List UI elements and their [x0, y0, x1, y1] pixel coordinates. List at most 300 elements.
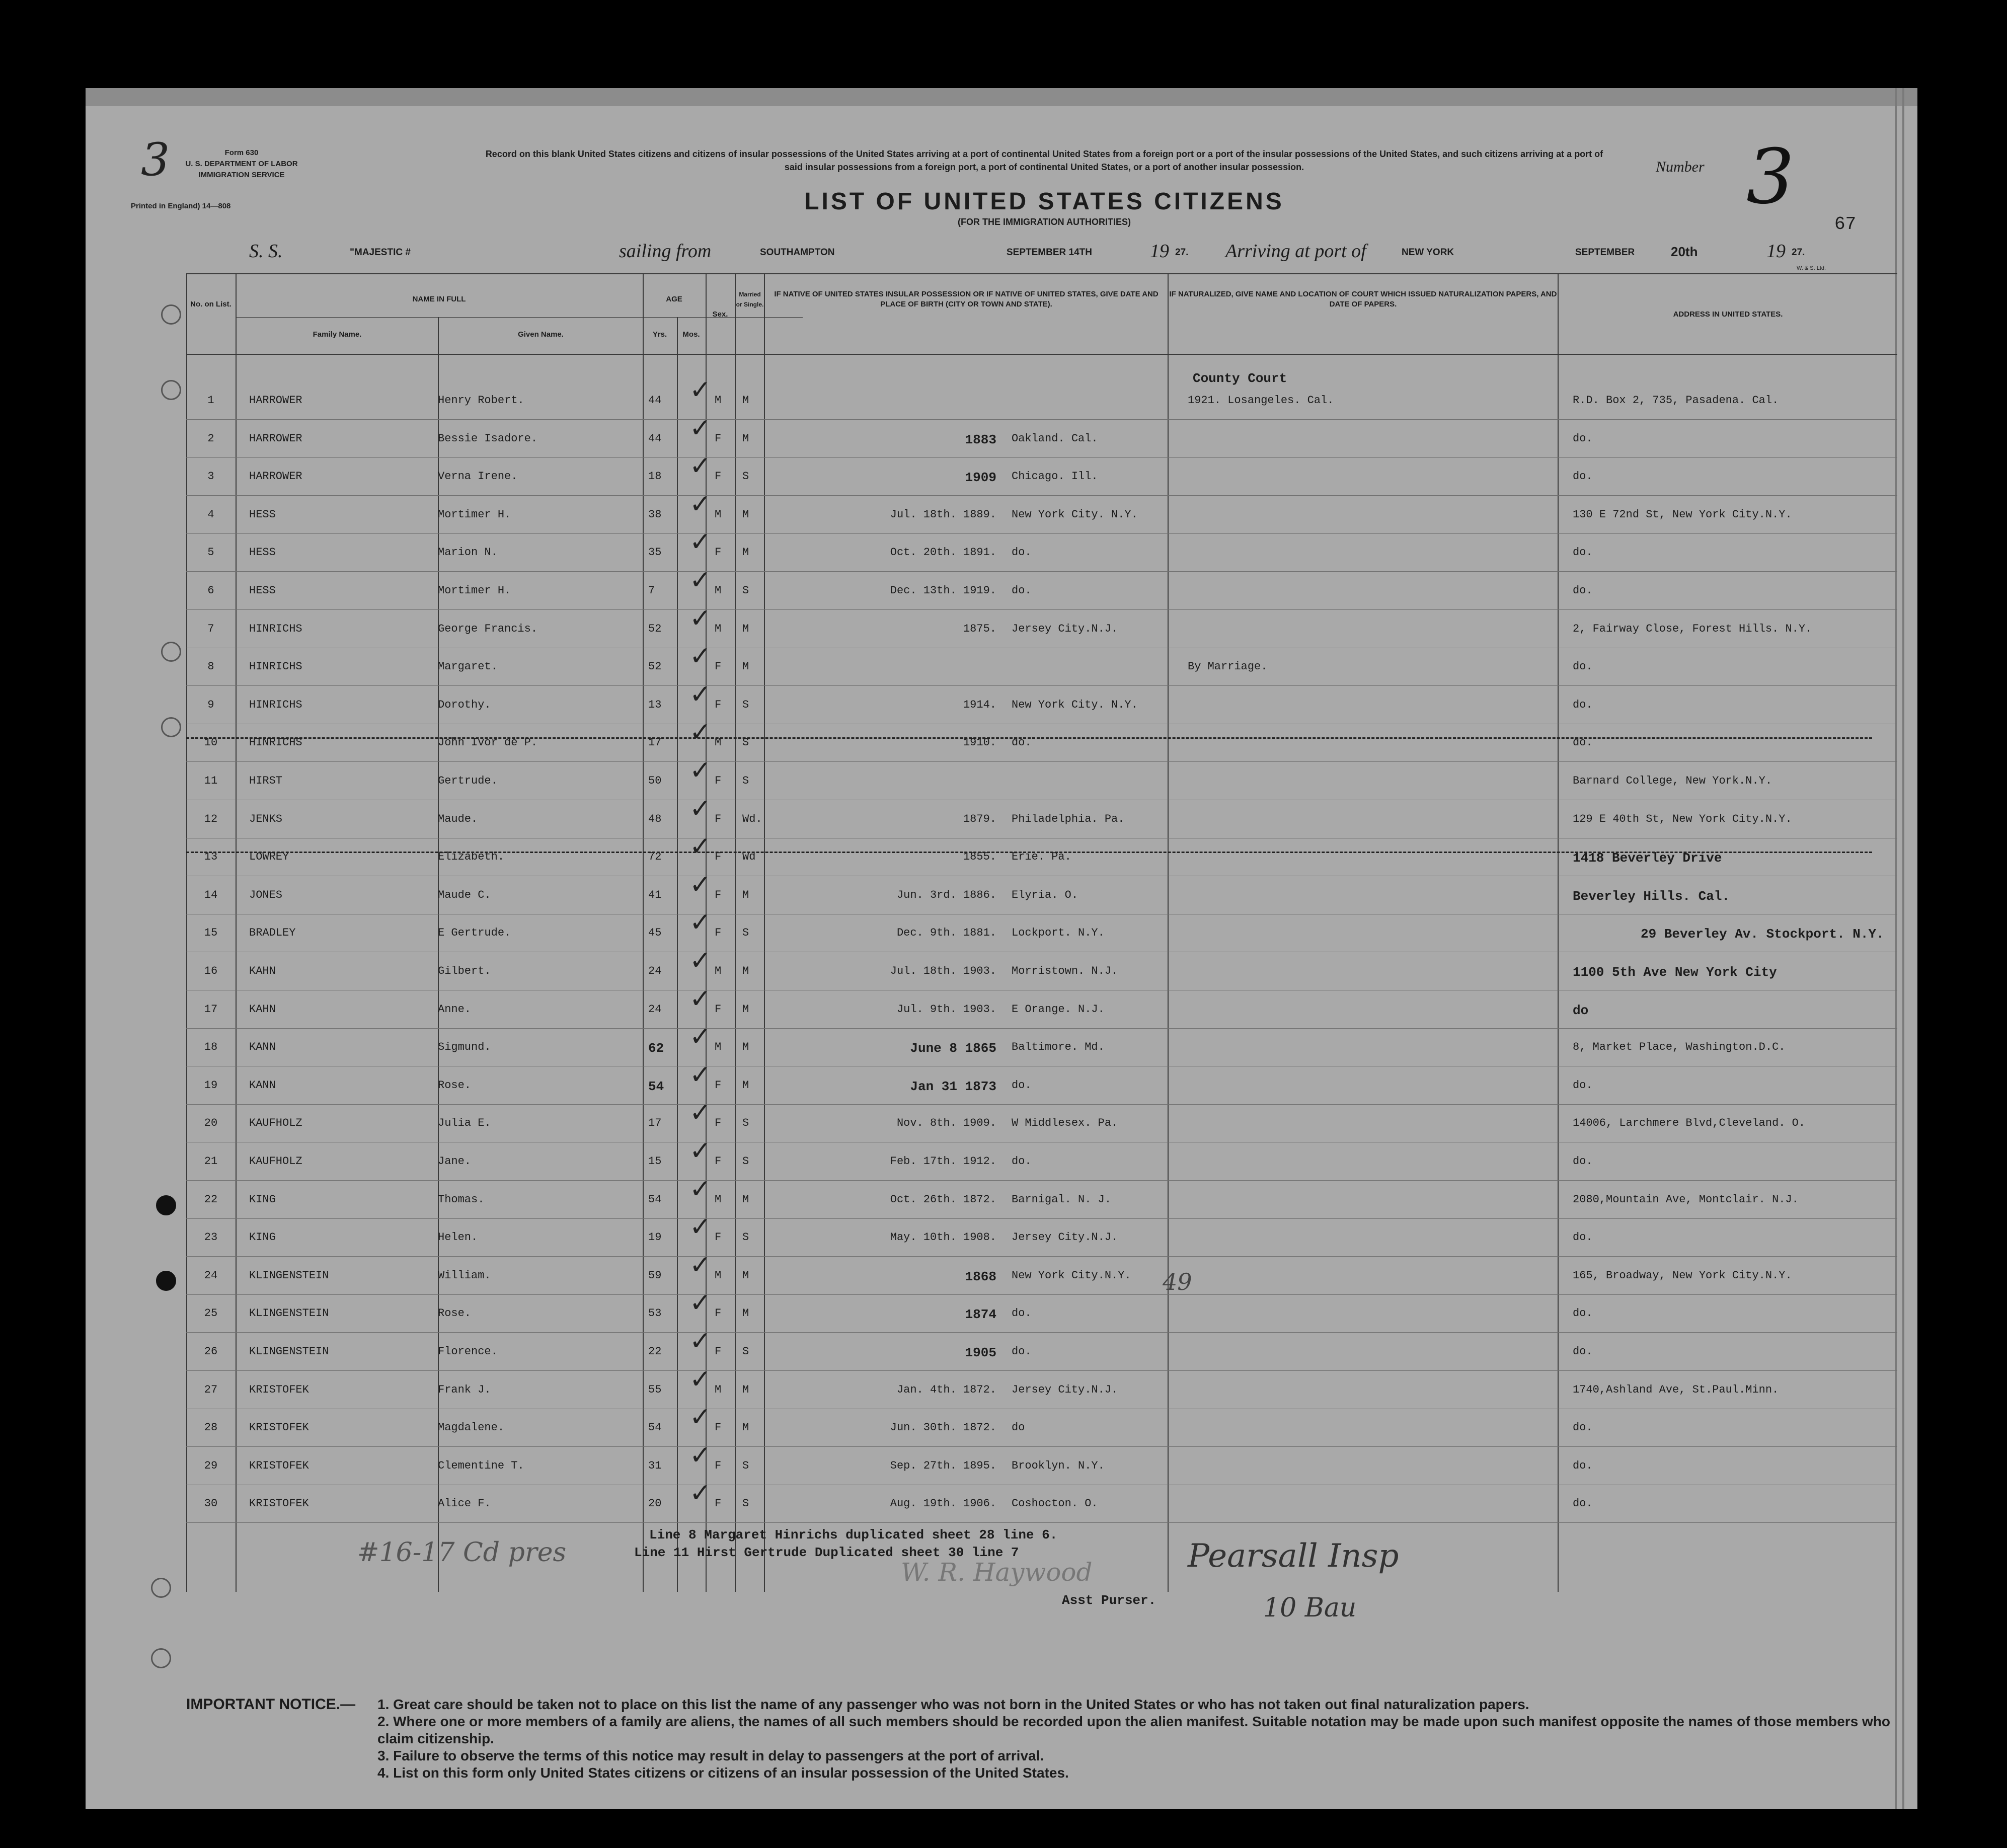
cell-no: 10 — [204, 736, 218, 749]
notice-item: 2. Where one or more members of a family are aliens, the names of all such members should be recorded upon the alien manifest. Suitable notation may be made upon such manifest opposite the names of those members who claim citizenship. — [377, 1714, 1891, 1746]
binder-hole — [161, 717, 181, 737]
court-header: County Court — [1193, 371, 1287, 386]
check-mark-icon: ✓ — [689, 1440, 712, 1471]
cell-sex: F — [715, 546, 722, 559]
cell-ms: M — [742, 432, 749, 445]
cell-birth-date: 1855. — [963, 851, 996, 864]
cell-address: 2, Fairway Close, Forest Hills. N.Y. — [1573, 622, 1812, 635]
cell-no: 5 — [207, 546, 214, 559]
binder-hole — [151, 1578, 171, 1598]
cell-sex: F — [715, 1345, 722, 1358]
sheet-top-edge — [86, 88, 1917, 106]
notice-item: 4. List on this form only United States citizens or citizens of an insular possession of the United States. — [377, 1765, 1069, 1781]
cell-sex: M — [715, 622, 722, 635]
check-mark-icon: ✓ — [689, 489, 712, 519]
cell-address: do. — [1573, 546, 1593, 559]
cell-no: 20 — [204, 1117, 218, 1130]
cell-age: 13 — [648, 698, 662, 711]
check-mark-icon: ✓ — [689, 1059, 712, 1090]
check-mark-icon: ✓ — [689, 375, 712, 405]
cell-no: 23 — [204, 1231, 218, 1244]
cell-given: Henry Robert. — [438, 394, 524, 407]
number-value: 3 — [1746, 133, 1795, 221]
date-from: SEPTEMBER 14TH — [1007, 247, 1092, 258]
col-line — [677, 317, 678, 1592]
form-number: Form 630 — [224, 148, 259, 157]
cell-given: Dorothy. — [438, 698, 491, 711]
cell-address: 129 E 40th St, New York City.N.Y. — [1573, 812, 1792, 825]
cell-birth-place: Jersey City.N.J. — [1012, 1231, 1118, 1244]
cell-age: 24 — [648, 965, 662, 977]
left-annotation: #16-17 Cd pres — [357, 1537, 567, 1568]
cell-family: KRISTOFEK — [249, 1383, 309, 1396]
cell-address: do. — [1573, 1231, 1593, 1244]
cell-birth-place: Lockport. N.Y. — [1012, 927, 1105, 940]
header-name-in-full: NAME IN FULL — [412, 295, 466, 303]
check-mark-icon: ✓ — [689, 1136, 712, 1166]
cell-birth-place: Coshocton. O. — [1012, 1497, 1098, 1510]
cell-no: 7 — [207, 622, 214, 635]
cell-birth-place: New York City. N.Y. — [1012, 698, 1138, 711]
check-mark-icon: ✓ — [689, 1402, 712, 1433]
cell-sex: F — [715, 1079, 722, 1092]
strike-line-11 — [186, 852, 1872, 854]
cell-birth-place: Barnigal. N. J. — [1012, 1193, 1112, 1206]
header-no: No. on List. — [190, 300, 231, 309]
check-mark-icon: ✓ — [689, 1326, 712, 1356]
cell-given: Florence. — [438, 1345, 498, 1358]
cell-age: 17 — [648, 736, 662, 749]
cell-age: 15 — [648, 1155, 662, 1168]
cell-no: 2 — [207, 432, 214, 445]
col-line — [764, 273, 765, 1592]
cell-address: do — [1573, 1003, 1589, 1018]
cell-no: 18 — [204, 1041, 218, 1054]
cell-no: 29 — [204, 1459, 218, 1472]
cell-age: 48 — [648, 812, 662, 825]
cell-family: HARROWER — [249, 470, 302, 483]
table-top-line — [186, 273, 1897, 274]
form-service: IMMIGRATION SERVICE — [198, 171, 285, 179]
cell-no: 21 — [204, 1155, 218, 1168]
cell-given: Frank J. — [438, 1383, 491, 1396]
cell-birth-date: Nov. 8th. 1909. — [896, 1117, 996, 1130]
row-rule — [186, 419, 1897, 420]
header-yrs: Yrs. — [652, 330, 667, 339]
cell-no: 9 — [207, 698, 214, 711]
cell-no: 28 — [204, 1421, 218, 1434]
cell-family: HARROWER — [249, 432, 302, 445]
cell-age: 18 — [648, 470, 662, 483]
inspector-note: 10 Bau — [1263, 1593, 1357, 1623]
cell-no: 26 — [204, 1345, 218, 1358]
cell-family: HIRST — [249, 775, 283, 787]
cell-given: E Gertrude. — [438, 927, 511, 940]
binder-hole — [156, 1271, 176, 1291]
cell-sex: M — [715, 965, 722, 977]
cell-address: do. — [1573, 1421, 1593, 1434]
cell-address: do. — [1573, 584, 1593, 597]
cell-birth-place: do. — [1012, 1155, 1032, 1168]
header-married: Married or Single. — [736, 291, 764, 308]
check-mark-icon: ✓ — [689, 1478, 712, 1509]
cell-family: BRADLEY — [249, 927, 296, 940]
cell-given: Margaret. — [438, 660, 498, 673]
header-native: IF NATIVE OF UNITED STATES INSULAR POSSESSION OR IF NATIVE OF UNITED STATES, GIVE DATE AND PLACE OF BIRTH (CITY OR TOWN AND STATE). — [774, 290, 1159, 309]
cell-age: 50 — [648, 775, 662, 787]
cell-address: do. — [1573, 1155, 1593, 1168]
table-header-line — [186, 354, 1897, 355]
cell-age: 53 — [648, 1307, 662, 1320]
cell-sex: M — [715, 1193, 722, 1206]
cell-address: do. — [1573, 1079, 1593, 1092]
cell-address: 130 E 72nd St, New York City.N.Y. — [1573, 508, 1792, 521]
cell-sex: F — [715, 1231, 722, 1244]
header-mos: Mos. — [682, 330, 700, 339]
cell-family: KANN — [249, 1079, 276, 1092]
cell-birth-place: Morristown. N.J. — [1012, 965, 1118, 977]
row-rule — [186, 571, 1897, 572]
instructions: Record on this blank United States citizens and citizens of insular possessions of the United States arriving at a port of continental United States from a foreign port or a port of the insular possessions of the United States, and such citizens arriving at a port of said insular possessions from a foreign port, a port of continental United States, or a port of another insular possession. — [485, 149, 1603, 172]
cell-no: 12 — [204, 812, 218, 825]
cell-address: 14006, Larchmere Blvd,Cleveland. O. — [1573, 1117, 1806, 1130]
cell-birth-date: June 8 1865 — [910, 1041, 996, 1056]
age-sub-line — [643, 317, 706, 318]
cell-family: JENKS — [249, 812, 283, 825]
sheet-edge — [1895, 88, 1897, 1809]
cell-birth-place: Jersey City.N.J. — [1012, 622, 1118, 635]
row-rule — [186, 761, 1897, 762]
form-dept: U. S. DEPARTMENT OF LABOR — [185, 160, 298, 168]
cell-sex: M — [715, 508, 722, 521]
cell-family: HESS — [249, 546, 276, 559]
cell-age: 17 — [648, 1117, 662, 1130]
cell-birth-date: 1910. — [963, 736, 996, 749]
cell-no: 8 — [207, 660, 214, 673]
row-rule — [186, 1180, 1897, 1181]
cell-birth-place: Oakland. Cal. — [1012, 432, 1098, 445]
row-rule — [186, 1104, 1897, 1105]
year-to: 27. — [1792, 247, 1805, 258]
cell-birth-place: do. — [1012, 546, 1032, 559]
cell-family: KLINGENSTEIN — [249, 1307, 329, 1320]
binder-hole — [161, 642, 181, 662]
cell-address: do. — [1573, 1307, 1593, 1320]
cell-birth-place: New York City. N.Y. — [1012, 508, 1138, 521]
row-rule — [186, 533, 1897, 534]
cell-birth-date: Jul. 18th. 1903. — [890, 965, 996, 977]
cell-birth-place: do — [1012, 1421, 1025, 1434]
header-age: AGE — [666, 295, 682, 303]
row-rule — [186, 1218, 1897, 1219]
cell-given: Gilbert. — [438, 965, 491, 977]
check-mark-icon: ✓ — [689, 413, 712, 443]
cell-no: 14 — [204, 888, 218, 901]
check-mark-icon: ✓ — [689, 983, 712, 1014]
cell-ms: S — [742, 1231, 749, 1244]
cell-naturalized: 1921. Losangeles. Cal. — [1188, 394, 1334, 407]
cell-ms: Wd. — [742, 812, 762, 825]
cell-sex: M — [715, 1041, 722, 1054]
purser-signature: W. R. Haywood — [901, 1558, 1093, 1587]
cell-age: 72 — [648, 851, 662, 864]
check-mark-icon: ✓ — [689, 755, 712, 786]
cell-family: KANN — [249, 1041, 276, 1054]
cell-address: do. — [1573, 660, 1593, 673]
cell-ms: S — [742, 584, 749, 597]
cell-address: 29 Beverley Av. Stockport. N.Y. — [1641, 927, 1884, 942]
cell-birth-place: E Orange. N.J. — [1012, 1003, 1105, 1016]
cell-age: 35 — [648, 546, 662, 559]
cell-given: Verna Irene. — [438, 470, 518, 483]
cell-ms: M — [742, 1307, 749, 1320]
cell-birth-date: Jan 31 1873 — [910, 1079, 996, 1094]
row-rule — [186, 1256, 1897, 1257]
cell-sex: F — [715, 775, 722, 787]
row-rule — [186, 457, 1897, 458]
check-mark-icon: ✓ — [689, 1212, 712, 1243]
cell-sex: F — [715, 1117, 722, 1130]
cell-birth-place: Brooklyn. N.Y. — [1012, 1459, 1105, 1472]
cell-ms: M — [742, 1269, 749, 1282]
cell-sex: F — [715, 432, 722, 445]
cell-birth-date: May. 10th. 1908. — [890, 1231, 996, 1244]
cell-sex: M — [715, 394, 722, 407]
col-line — [1168, 273, 1169, 1592]
cell-ms: S — [742, 1345, 749, 1358]
check-mark-icon: ✓ — [689, 451, 712, 482]
cell-birth-date: 1905 — [965, 1345, 996, 1360]
cell-family: HESS — [249, 508, 276, 521]
cell-birth-date: Jan. 4th. 1872. — [896, 1383, 996, 1396]
cell-ms: M — [742, 394, 749, 407]
margin-mark: 49 — [1163, 1268, 1192, 1295]
cell-sex: M — [715, 1269, 722, 1282]
cell-given: Maude C. — [438, 888, 491, 901]
check-mark-icon: ✓ — [689, 603, 712, 634]
cell-family: JONES — [249, 888, 283, 901]
check-mark-icon: ✓ — [689, 641, 712, 672]
row-rule — [186, 1370, 1897, 1371]
ss-label: S. S. — [249, 241, 283, 262]
header-address: ADDRESS IN UNITED STATES. — [1673, 310, 1783, 319]
cell-family: KAUFHOLZ — [249, 1117, 302, 1130]
cell-age: 62 — [648, 1041, 664, 1056]
page-number-left: 3 — [141, 133, 170, 186]
cell-given: Elizabeth. — [438, 851, 505, 864]
important-notice — [186, 1696, 1897, 1782]
col-line — [643, 273, 644, 1592]
cell-no: 15 — [204, 927, 218, 940]
cell-birth-date: 1868 — [965, 1269, 996, 1284]
cell-address: do. — [1573, 1497, 1593, 1510]
cell-ms: M — [742, 1003, 749, 1016]
check-mark-icon: ✓ — [689, 717, 712, 748]
check-mark-icon: ✓ — [689, 869, 712, 900]
check-mark-icon: ✓ — [689, 1250, 712, 1280]
cell-family: KAUFHOLZ — [249, 1155, 302, 1168]
year-prefix-2: 19 — [1766, 241, 1786, 262]
row-rule — [186, 609, 1897, 610]
notice-item: 3. Failure to observe the terms of this notice may result in delay to passengers at the port of arrival. — [377, 1748, 1044, 1763]
cell-age: 22 — [648, 1345, 662, 1358]
cell-address: do. — [1573, 698, 1593, 711]
cell-age: 31 — [648, 1459, 662, 1472]
cell-family: KRISTOFEK — [249, 1497, 309, 1510]
port-to: NEW YORK — [1402, 247, 1454, 258]
cell-family: KLINGENSTEIN — [249, 1269, 329, 1282]
cell-address: do. — [1573, 470, 1593, 483]
page-title: LIST OF UNITED STATES CITIZENS — [804, 188, 1284, 215]
cell-given: Sigmund. — [438, 1041, 491, 1054]
cell-address: do. — [1573, 1345, 1593, 1358]
cell-family: KING — [249, 1231, 276, 1244]
cell-birth-place: do. — [1012, 1307, 1032, 1320]
cell-address: do. — [1573, 432, 1593, 445]
cell-no: 4 — [207, 508, 214, 521]
cell-birth-place: W Middlesex. Pa. — [1012, 1117, 1118, 1130]
cell-ms: M — [742, 1421, 749, 1434]
cell-ms: S — [742, 736, 749, 749]
cell-sex: F — [715, 851, 722, 864]
cell-birth-date: Dec. 9th. 1881. — [896, 927, 996, 940]
cell-birth-date: 1879. — [963, 812, 996, 825]
cell-sex: F — [715, 1421, 722, 1434]
year-from: 27. — [1175, 247, 1189, 258]
cell-no: 24 — [204, 1269, 218, 1282]
check-mark-icon: ✓ — [689, 1022, 712, 1052]
row-rule — [186, 1294, 1897, 1295]
cell-age: 19 — [648, 1231, 662, 1244]
cell-sex: F — [715, 470, 722, 483]
cell-birth-place: Baltimore. Md. — [1012, 1041, 1105, 1054]
printer-mark: W. & S. Ltd. — [1797, 265, 1826, 271]
check-mark-icon: ✓ — [689, 1098, 712, 1128]
row-rule — [186, 685, 1897, 686]
sheet-number: 67 — [1834, 214, 1857, 235]
cell-given: Thomas. — [438, 1193, 485, 1206]
manifest-page — [86, 88, 1917, 1809]
cell-sex: M — [715, 736, 722, 749]
cell-ms: M — [742, 622, 749, 635]
cell-age: 44 — [648, 432, 662, 445]
header-family: Family Name. — [313, 330, 362, 339]
cell-age: 38 — [648, 508, 662, 521]
binder-hole — [161, 304, 181, 325]
cell-no: 16 — [204, 965, 218, 977]
cell-ms: M — [742, 1193, 749, 1206]
cell-age: 41 — [648, 888, 662, 901]
cell-no: 25 — [204, 1307, 218, 1320]
cell-sex: F — [715, 660, 722, 673]
cell-sex: F — [715, 927, 722, 940]
cell-address: 8, Market Place, Washington.D.C. — [1573, 1041, 1786, 1054]
cell-ms: M — [742, 1041, 749, 1054]
row-rule — [186, 495, 1897, 496]
cell-age: 54 — [648, 1193, 662, 1206]
cell-age: 59 — [648, 1269, 662, 1282]
cell-address: Beverley Hills. Cal. — [1573, 888, 1730, 904]
col-line — [735, 273, 736, 1592]
cell-birth-date: Jul. 18th. 1889. — [890, 508, 996, 521]
cell-ms: M — [742, 965, 749, 977]
cell-given: Jane. — [438, 1155, 472, 1168]
row-rule — [186, 1446, 1897, 1447]
cell-sex: F — [715, 812, 722, 825]
port-from: SOUTHAMPTON — [760, 247, 835, 258]
cell-family: HINRICHS — [249, 660, 302, 673]
cell-given: Alice F. — [438, 1497, 491, 1510]
cell-birth-date: Sep. 27th. 1895. — [890, 1459, 996, 1472]
cell-birth-date: Aug. 19th. 1906. — [890, 1497, 996, 1510]
cell-family: KING — [249, 1193, 276, 1206]
cell-address: 1740,Ashland Ave, St.Paul.Minn. — [1573, 1383, 1779, 1396]
cell-given: Mortimer H. — [438, 584, 511, 597]
row-rule — [186, 1522, 1897, 1523]
notice-lead: IMPORTANT NOTICE.— — [186, 1696, 356, 1713]
cell-birth-place: do. — [1012, 736, 1032, 749]
cell-ms: M — [742, 508, 749, 521]
cell-ms: S — [742, 775, 749, 787]
cell-sex: F — [715, 888, 722, 901]
cell-age: 7 — [648, 584, 655, 597]
cell-birth-date: 1874 — [965, 1307, 996, 1323]
cell-family: KLINGENSTEIN — [249, 1345, 329, 1358]
cell-ms: M — [742, 888, 749, 901]
check-mark-icon: ✓ — [689, 793, 712, 824]
cell-age: 20 — [648, 1497, 662, 1510]
binder-hole — [156, 1195, 176, 1215]
cell-family: KRISTOFEK — [249, 1459, 309, 1472]
cell-given: Rose. — [438, 1307, 472, 1320]
cell-given: Gertrude. — [438, 775, 498, 787]
cell-birth-place: Jersey City.N.J. — [1012, 1383, 1118, 1396]
cell-ms: M — [742, 546, 749, 559]
sheet-edge — [1902, 88, 1904, 1809]
cell-no: 11 — [204, 775, 218, 787]
cell-ms: S — [742, 1497, 749, 1510]
cell-birth-place: do. — [1012, 1079, 1032, 1092]
cell-birth-place: Chicago. Ill. — [1012, 470, 1098, 483]
cell-family: KAHN — [249, 1003, 276, 1016]
cell-address: 165, Broadway, New York City.N.Y. — [1573, 1269, 1792, 1282]
cell-given: Clementine T. — [438, 1459, 524, 1472]
cell-birth-date: 1875. — [963, 622, 996, 635]
cell-no: 22 — [204, 1193, 218, 1206]
row-rule — [186, 1028, 1897, 1029]
cell-no: 19 — [204, 1079, 218, 1092]
cell-birth-place: New York City.N.Y. — [1012, 1269, 1131, 1282]
cell-given: William. — [438, 1269, 491, 1282]
footnote-line-11: Line 11 Hirst Gertrude Duplicated sheet 30 line 7 — [634, 1545, 1019, 1560]
cell-given: Helen. — [438, 1231, 478, 1244]
cell-birth-date: 1914. — [963, 698, 996, 711]
cell-age: 44 — [648, 394, 662, 407]
cell-address: Barnard College, New York.N.Y. — [1573, 775, 1772, 787]
cell-birth-place: do. — [1012, 584, 1032, 597]
cell-sex: F — [715, 1155, 722, 1168]
cell-ms: Wd — [742, 851, 756, 864]
sailing-label: sailing from — [619, 241, 712, 262]
check-mark-icon: ✓ — [689, 527, 712, 558]
cell-given: Rose. — [438, 1079, 472, 1092]
cell-age: 52 — [648, 622, 662, 635]
check-mark-icon: ✓ — [689, 907, 712, 938]
cell-birth-date: 1883 — [965, 432, 996, 447]
page-subtitle: (FOR THE IMMIGRATION AUTHORITIES) — [958, 217, 1131, 227]
cell-ms: S — [742, 927, 749, 940]
cell-ms: S — [742, 470, 749, 483]
